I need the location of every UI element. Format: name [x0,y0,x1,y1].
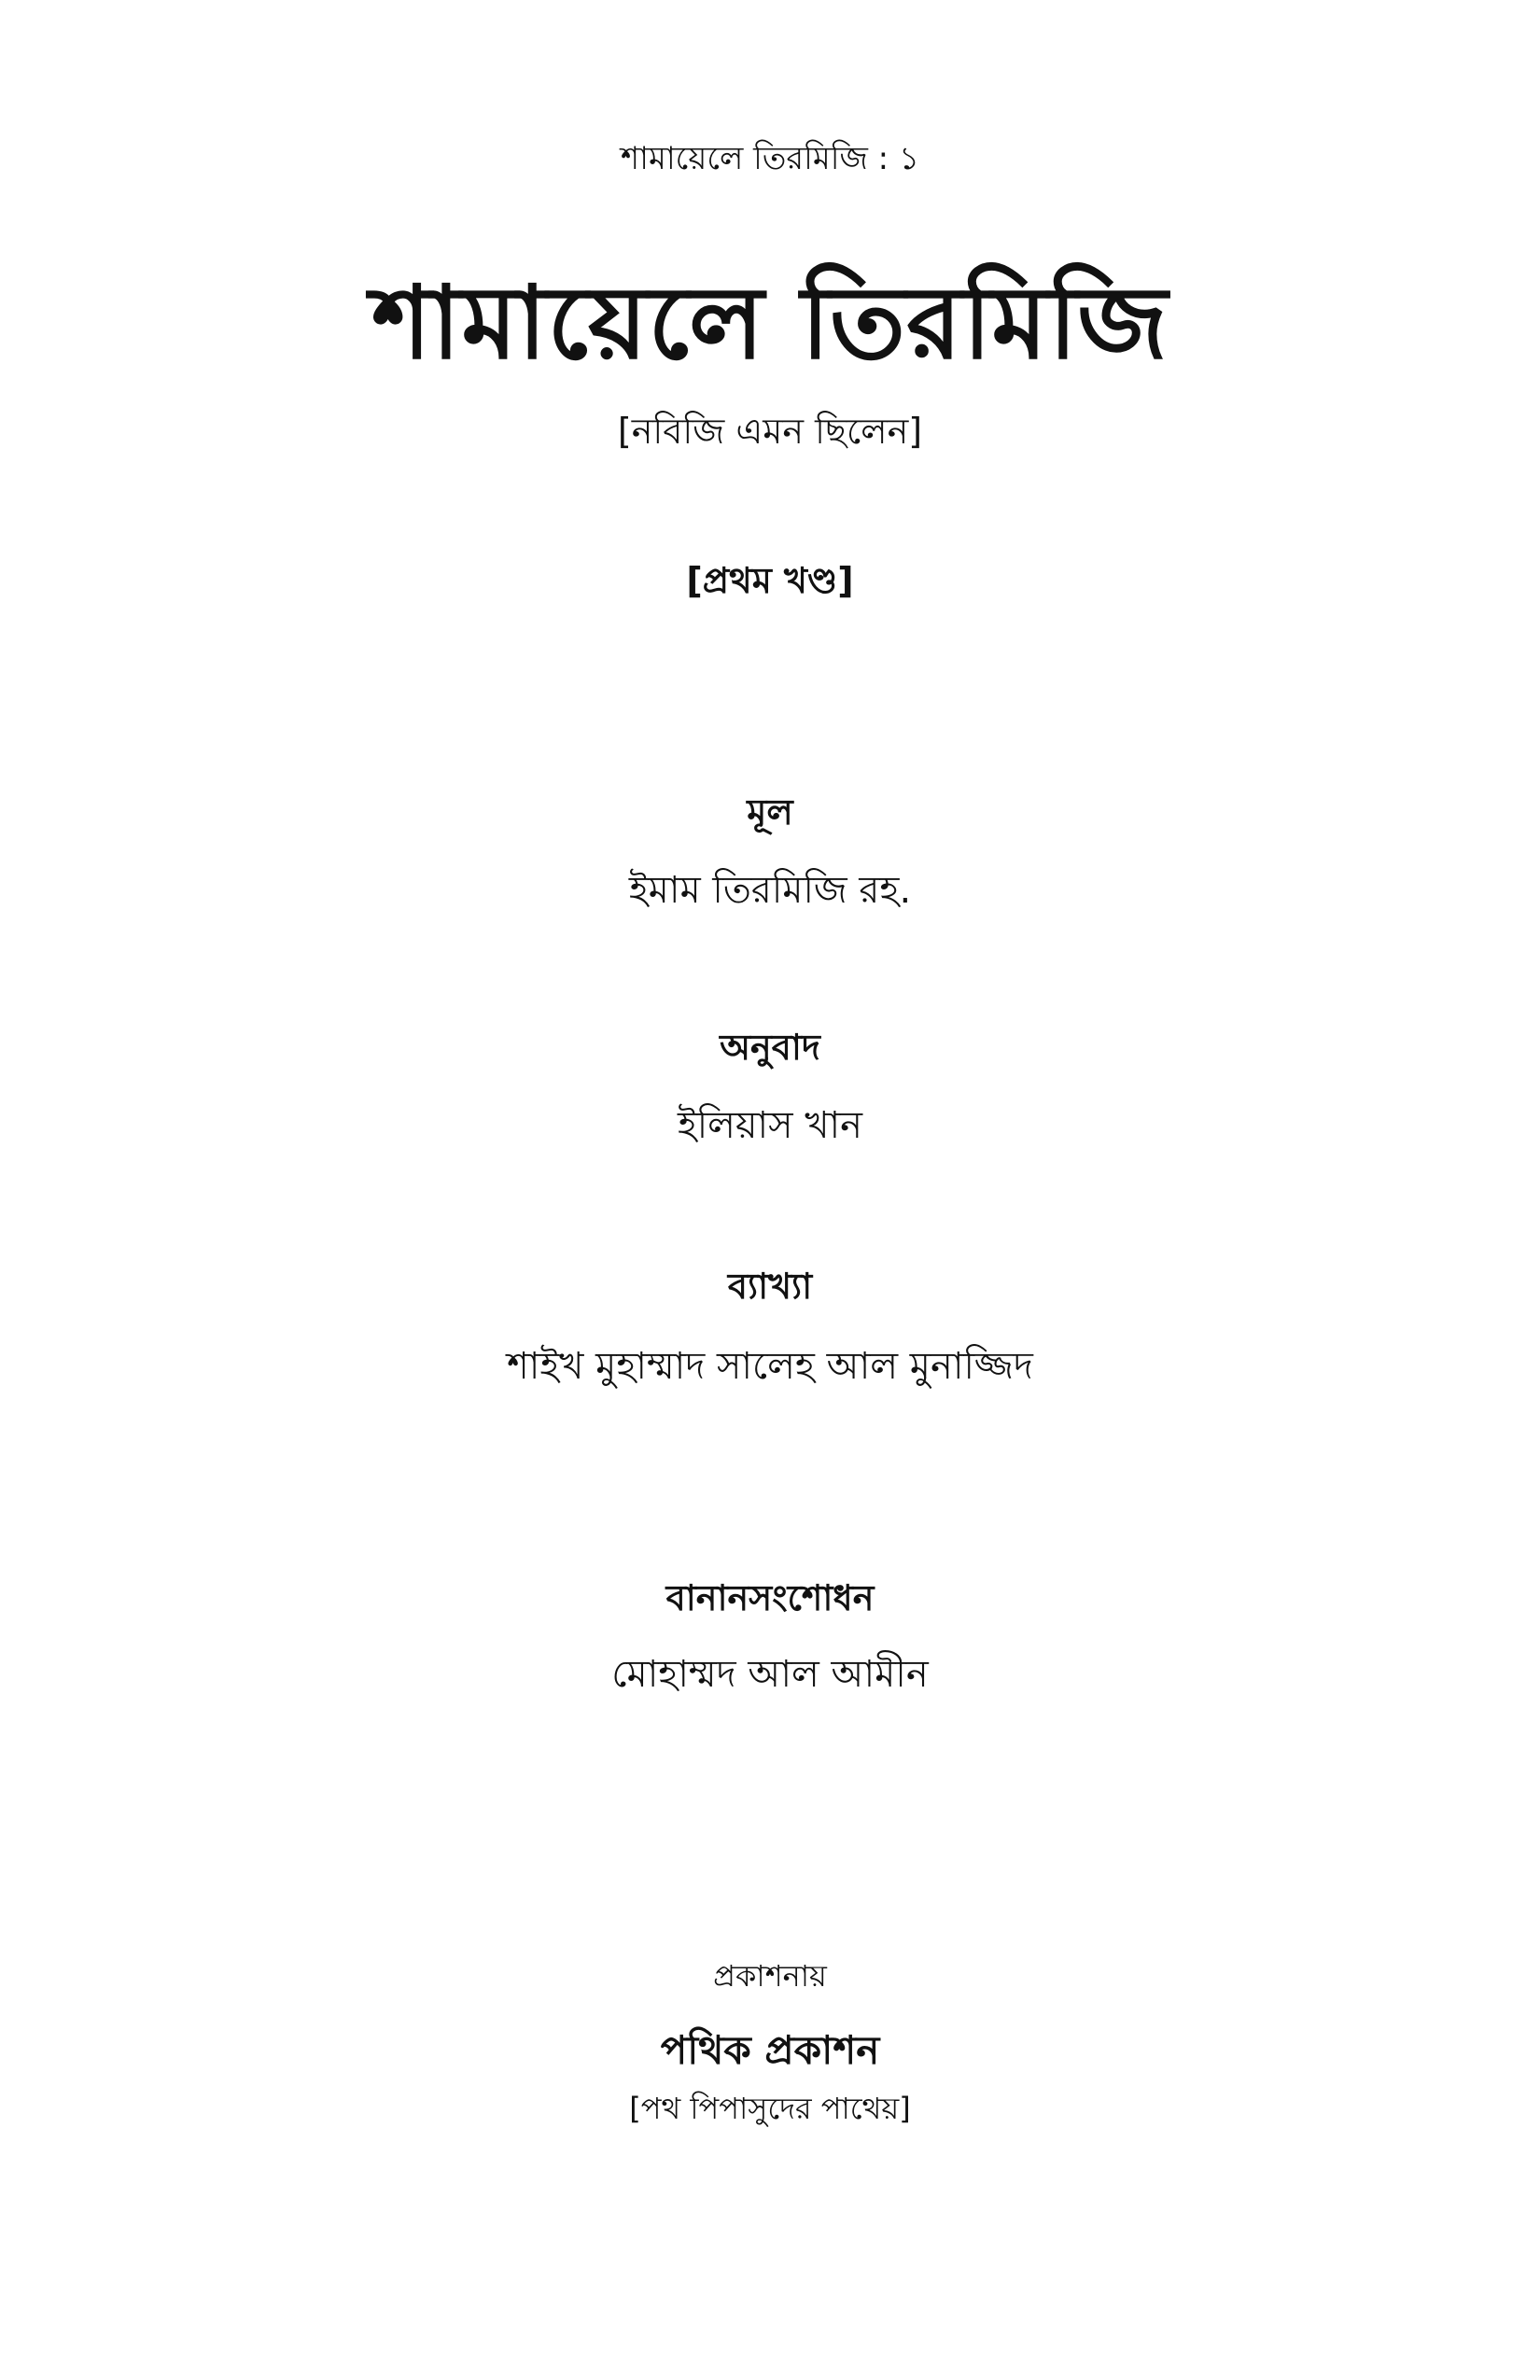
volume-label: [প্রথম খণ্ড] [686,560,854,601]
commentator-name: শাইখ মুহাম্মাদ সালেহ আল মুনাজ্জিদ [507,1345,1033,1388]
commentary-heading: ব্যাখ্যা [727,1266,813,1307]
series-line: শামায়েলে তিরমিজি : ১ [620,140,920,177]
translation-heading: অনুবাদ [720,1027,820,1068]
original-heading: মূল [747,791,793,833]
original-author: ইমাম তিরমিজি রহ. [628,869,912,912]
published-by-label: প্রকাশনায় [713,1958,827,1994]
book-title: শামায়েলে তিরমিজি [371,265,1169,382]
proofreader-name: মোহাম্মদ আল আমীন [611,1653,929,1696]
translator-name: ইলিয়াস খান [677,1104,863,1147]
book-subtitle: [নবিজি এমন ছিলেন] [617,411,923,452]
publisher-name: পথিক প্রকাশন [660,2027,880,2073]
publisher-tagline: [পথ পিপাসুদের পাথেয়] [629,2091,911,2126]
proofreading-heading: বানানসংশোধন [665,1577,875,1618]
